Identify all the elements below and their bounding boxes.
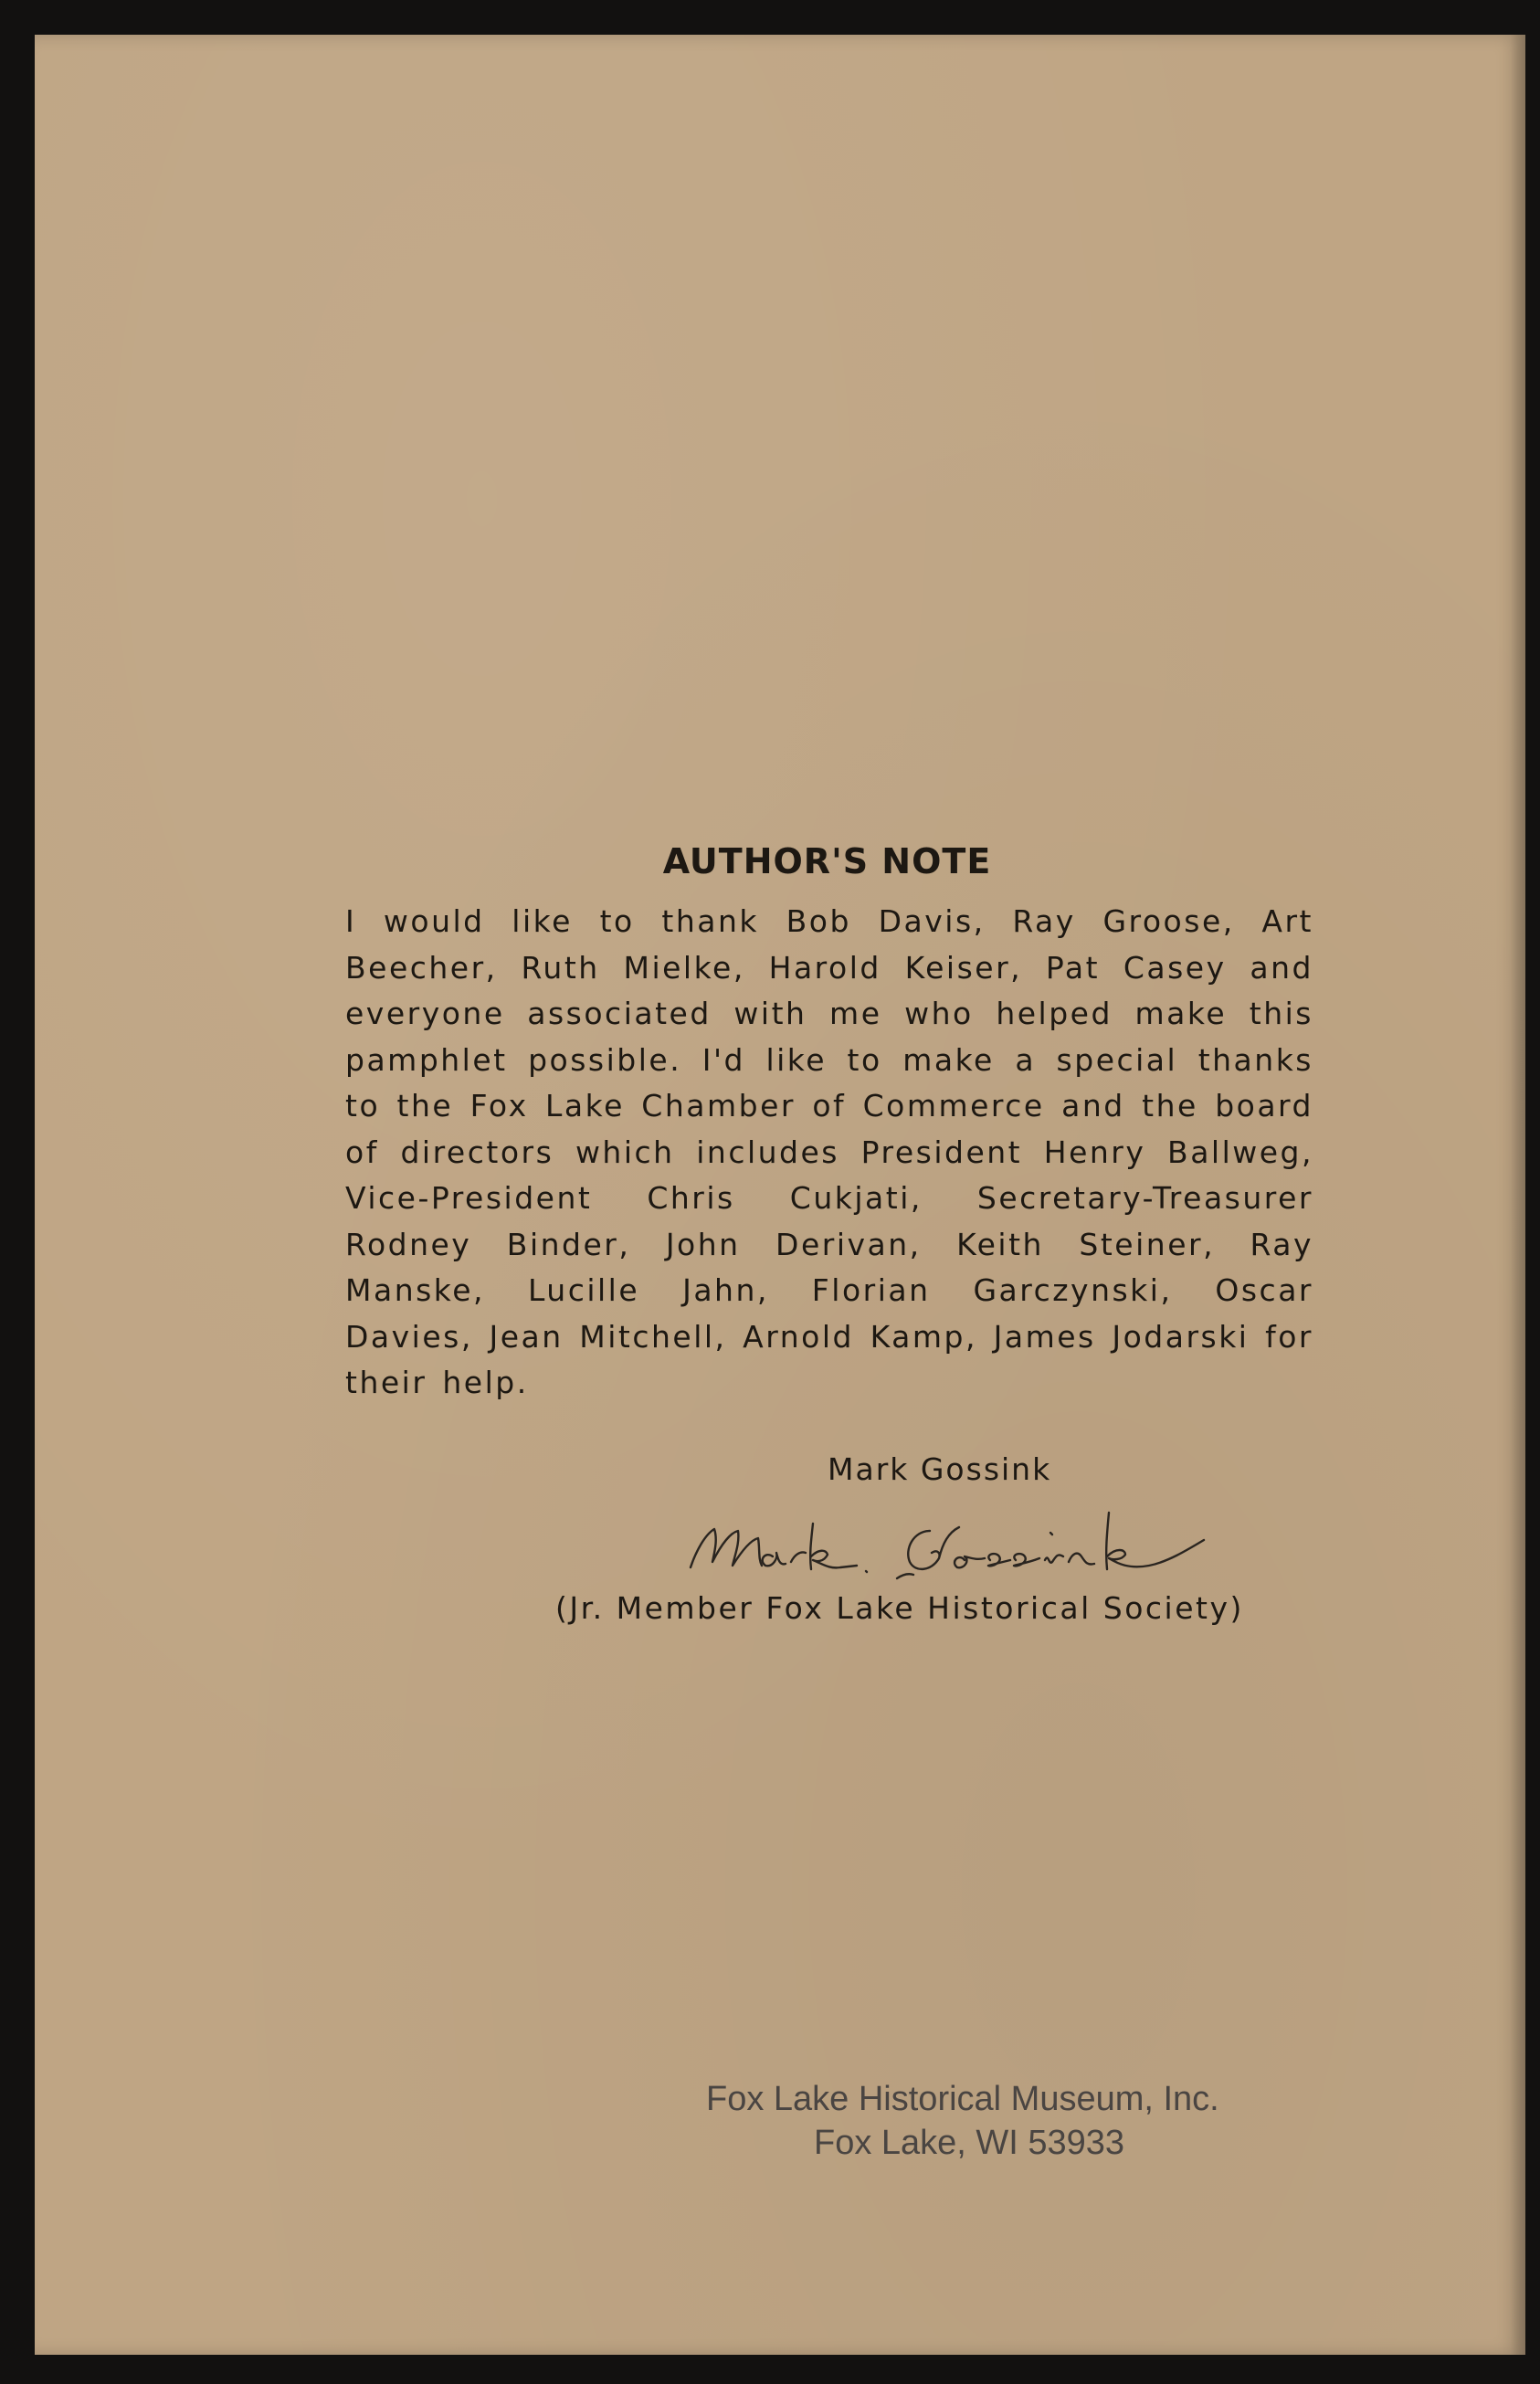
museum-city-zip: Fox Lake, WI 53933 bbox=[814, 2124, 1125, 2162]
handwritten-signature bbox=[674, 1496, 1259, 1588]
page-title: AUTHOR'S NOTE bbox=[662, 841, 992, 881]
pamphlet-page bbox=[35, 35, 1525, 2355]
museum-address-stamp bbox=[706, 2077, 1219, 2165]
museum-name: Fox Lake Historical Museum, Inc. bbox=[706, 2080, 1219, 2118]
author-note-body: I would like to thank Bob Davis, Ray Groose, Art Beecher, Ruth Mielke, Harold Keiser, Pat Casey and everyone associated with me who helped make this pamphlet possible. I'd like to make a special thanks to the Fox Lake Chamber of Commerce and the board of directors which includes President Henry Ballweg, Vice-President Chris Cukjati, Secretary-Treasurer Rodney Binder, John Derivan, Keith Steiner, Ray Manske, Lucille Jahn, Florian Garczynski, Oscar Davies, Jean Mitchell, Arnold Kamp, James Jodarski for their help. bbox=[345, 903, 1313, 1400]
author-affiliation: (Jr. Member Fox Lake Historical Society) bbox=[555, 1590, 1244, 1626]
author-name: Mark Gossink bbox=[828, 1451, 1052, 1487]
page-edge-shadow bbox=[1511, 35, 1525, 2355]
